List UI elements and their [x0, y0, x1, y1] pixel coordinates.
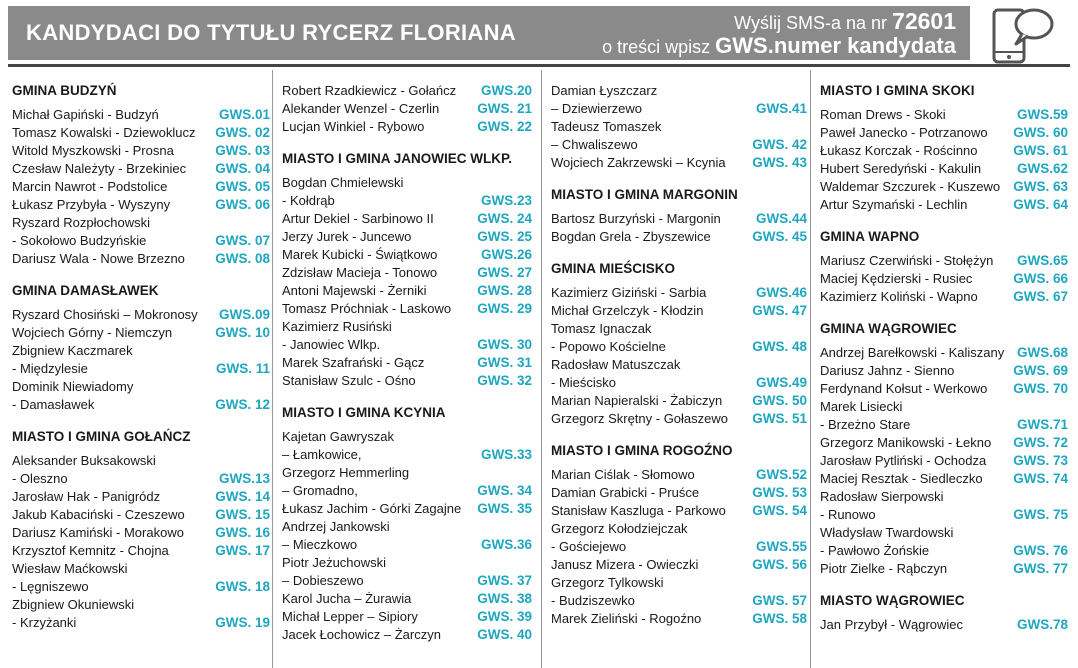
sms-code: GWS.23 — [480, 193, 532, 208]
sms-code: GWS. 69 — [1013, 363, 1068, 378]
sms-code: GWS. 07 — [215, 233, 270, 248]
candidate-name: Jarosław Hak - Panigródz — [12, 489, 161, 504]
candidate-name: Czesław Należyty - Brzekiniec — [12, 161, 187, 176]
candidate-row — [282, 428, 532, 464]
candidate-row — [12, 488, 270, 506]
candidate-name: Ferdynand Kołsut - Werkowo — [820, 381, 988, 396]
sms-code: GWS.41 — [755, 101, 807, 116]
candidate-name: Maciej Resztak - Siedleczko — [820, 471, 983, 486]
sms-code: GWS. 74 — [1013, 471, 1068, 486]
sms-format-prefix: o treści wpisz — [602, 37, 716, 57]
candidate-name: Dariusz Wala - Nowe Brzezno — [12, 251, 185, 266]
sms-code: GWS.01 — [218, 107, 270, 122]
sms-code: GWS. 27 — [477, 265, 532, 280]
candidate-name: Waldemar Szczurek - Kuszewo — [820, 179, 1001, 194]
section-title: MIASTO I GMINA MARGONIN — [551, 187, 738, 202]
candidate-row — [551, 210, 807, 228]
candidate-row — [12, 306, 270, 324]
candidate-name: Aleksander Buksakowski - Oleszno — [12, 453, 156, 486]
candidate-row — [820, 452, 1068, 470]
candidate-name: Jarosław Pytliński - Ochodza — [820, 453, 987, 468]
candidate-row — [282, 464, 532, 500]
candidate-name: Witold Myszkowski - Prosna — [12, 143, 174, 158]
page-title: KANDYDACI DO TYTUŁU RYCERZ FLORIANA — [26, 20, 516, 45]
candidate-name: Stanisław Szulc - Ośno — [282, 373, 416, 388]
sms-code: GWS. 31 — [477, 355, 532, 370]
candidate-row — [282, 82, 532, 100]
candidate-row — [12, 342, 270, 378]
candidate-row — [282, 590, 532, 608]
candidate-name: Bogdan Chmielewski - Kołdrąb — [282, 175, 404, 208]
candidate-row — [820, 288, 1068, 306]
sms-code: GWS. 15 — [215, 507, 270, 522]
candidate-name: Marcin Nawrot - Podstolice — [12, 179, 168, 194]
candidate-name: Krzysztof Kemnitz - Chojna — [12, 543, 169, 558]
sms-code: GWS. 66 — [1013, 271, 1068, 286]
candidate-row — [12, 124, 270, 142]
candidate-row — [282, 554, 532, 590]
candidate-row — [820, 270, 1068, 288]
candidate-row — [12, 452, 270, 488]
candidate-row — [551, 320, 807, 356]
candidate-row — [12, 196, 270, 214]
candidate-row — [551, 154, 807, 172]
header-banner — [8, 6, 970, 60]
gmina-section — [551, 260, 807, 428]
sms-code: GWS. 57 — [752, 593, 807, 608]
candidate-name: Ryszard Rozpłochowski - Sokołowo Budzyńskie — [12, 215, 150, 248]
candidate-row — [820, 616, 1068, 634]
candidate-name: Damian Grabicki - Pruśce — [551, 485, 700, 500]
sms-code: GWS.71 — [1016, 417, 1068, 432]
candidate-name: Grzegorz Kołodziejczak - Gościejewo — [551, 521, 688, 554]
candidate-name: Władysław Twardowski - Pawłowo Żońskie — [820, 525, 954, 558]
candidate-name: Michał Gapiński - Budzyń — [12, 107, 159, 122]
sms-code: GWS. 24 — [477, 211, 532, 226]
candidate-row — [820, 398, 1068, 434]
gmina-section — [12, 428, 270, 632]
candidate-row — [12, 560, 270, 596]
gmina-section — [551, 442, 807, 628]
candidate-name: Ryszard Chosiński – Mokronosy — [12, 307, 198, 322]
candidate-row — [282, 500, 532, 518]
sms-code: GWS. 08 — [215, 251, 270, 266]
candidate-row — [282, 264, 532, 282]
candidate-name: Jacek Łochowicz – Żarczyn — [282, 627, 441, 642]
sms-code: GWS. 54 — [752, 503, 807, 518]
gmina-section — [12, 82, 270, 268]
candidate-name: Piotr Zielke - Rąbczyn — [820, 561, 948, 576]
sms-prefix: Wyślij SMS-a na nr — [734, 13, 893, 33]
candidate-name: Tadeusz Tomaszek – Chwaliszewo — [551, 119, 662, 152]
sms-code: GWS. 42 — [752, 137, 807, 152]
candidate-row — [12, 214, 270, 250]
gmina-section — [820, 82, 1068, 214]
section-title: MIASTO I GMINA JANOWIEC WLKP. — [282, 151, 513, 166]
sms-code: GWS. 47 — [752, 303, 807, 318]
candidate-row — [551, 610, 807, 628]
candidate-row — [551, 118, 807, 154]
candidate-name: Karol Jucha – Żurawia — [282, 591, 412, 606]
sms-code: GWS. 06 — [215, 197, 270, 212]
candidate-row — [551, 284, 807, 302]
candidate-name: Wojciech Zakrzewski – Kcynia — [551, 155, 726, 170]
sms-code: GWS. 34 — [477, 483, 532, 498]
candidate-name: Wojciech Górny - Niemczyn — [12, 325, 173, 340]
candidate-name: Tomasz Kowalski - Dziewoklucz — [12, 125, 196, 140]
candidate-row — [820, 434, 1068, 452]
candidate-row — [820, 178, 1068, 196]
sms-instructions — [602, 10, 956, 59]
candidate-row — [282, 300, 532, 318]
sms-code: GWS. 04 — [215, 161, 270, 176]
candidate-name: Jerzy Jurek - Juncewo — [282, 229, 412, 244]
sms-code: GWS. 29 — [477, 301, 532, 316]
candidate-row — [820, 362, 1068, 380]
candidate-row — [12, 542, 270, 560]
candidate-row — [551, 466, 807, 484]
candidate-name: Łukasz Jachim - Górki Zagajne — [282, 501, 462, 516]
sms-code: GWS. 64 — [1013, 197, 1068, 212]
candidate-name: Janusz Mizera - Owieczki — [551, 557, 699, 572]
section-title: GMINA DAMASŁAWEK — [12, 283, 159, 298]
sms-code: GWS.49 — [755, 375, 807, 390]
candidate-name: Łukasz Korczak - Rościnno — [820, 143, 978, 158]
sms-code: GWS. 21 — [477, 101, 532, 116]
candidate-name: Marian Napieralski - Żabiczyn — [551, 393, 723, 408]
candidate-row — [551, 302, 807, 320]
candidate-name: Marian Ciślak - Słomowo — [551, 467, 695, 482]
candidate-row — [820, 196, 1068, 214]
candidate-row — [551, 410, 807, 428]
candidate-name: Kazimierz Rusiński - Janowiec Wlkp. — [282, 319, 392, 352]
candidate-row — [820, 124, 1068, 142]
candidate-name: Alekander Wenzel - Czerlin — [282, 101, 440, 116]
column-1 — [12, 68, 270, 632]
sms-code: GWS. 10 — [215, 325, 270, 340]
column-3 — [551, 82, 807, 628]
gmina-section — [820, 592, 1068, 634]
candidate-row — [12, 106, 270, 124]
candidate-row — [12, 324, 270, 342]
column-4 — [820, 68, 1068, 634]
candidate-name: Piotr Jeżuchowski – Dobieszewo — [282, 555, 387, 588]
gmina-section — [820, 228, 1068, 306]
candidate-name: Maciej Kędzierski - Rusiec — [820, 271, 973, 286]
sms-code: GWS.65 — [1016, 253, 1068, 268]
sms-code: GWS. 75 — [1013, 507, 1068, 522]
candidate-row — [820, 488, 1068, 524]
candidate-row — [282, 100, 532, 118]
candidate-row — [12, 524, 270, 542]
candidate-row — [820, 380, 1068, 398]
candidate-row — [282, 354, 532, 372]
candidate-name: Antoni Majewski - Żerniki — [282, 283, 427, 298]
sms-code: GWS. 53 — [752, 485, 807, 500]
sms-code: GWS. 77 — [1013, 561, 1068, 576]
candidate-row — [282, 210, 532, 228]
sms-code: GWS. 72 — [1013, 435, 1068, 450]
sms-code: GWS. 43 — [752, 155, 807, 170]
section-title: GMINA MIEŚCISKO — [551, 261, 676, 276]
sms-code: GWS. 60 — [1013, 125, 1068, 140]
candidate-row — [282, 282, 532, 300]
candidate-name: Andrzej Jankowski – Mieczkowo — [282, 519, 390, 552]
sms-code: GWS. 58 — [752, 611, 807, 626]
column-divider — [272, 70, 273, 668]
sms-code: GWS. 25 — [477, 229, 532, 244]
candidate-name: Jakub Kabaciński - Czeszewo — [12, 507, 185, 522]
candidate-name: Marek Kubicki - Świątkowo — [282, 247, 438, 262]
sms-code: GWS.78 — [1016, 617, 1068, 632]
candidate-name: Łukasz Przybyła - Wyszyny — [12, 197, 171, 212]
candidate-name: Hubert Seredyński - Kakulin — [820, 161, 982, 176]
candidate-name: Wiesław Maćkowski - Lęgniszewo — [12, 561, 128, 594]
gmina-section — [282, 150, 532, 390]
gmina-section — [282, 82, 532, 136]
candidate-name: Artur Szymański - Lechlin — [820, 197, 968, 212]
candidate-name: Paweł Janecko - Potrzanowo — [820, 125, 988, 140]
candidate-name: Marek Zieliński - Rogoźno — [551, 611, 702, 626]
candidate-name: Grzegorz Skrętny - Gołaszewo — [551, 411, 729, 426]
candidate-row — [282, 372, 532, 390]
candidate-row — [820, 344, 1068, 362]
candidate-row — [551, 356, 807, 392]
sms-code: GWS.68 — [1016, 345, 1068, 360]
sms-code: GWS.09 — [218, 307, 270, 322]
sms-code: GWS. 02 — [215, 125, 270, 140]
sms-code: GWS. 56 — [752, 557, 807, 572]
sms-code: GWS. 05 — [215, 179, 270, 194]
column-2 — [282, 82, 532, 644]
candidate-row — [820, 252, 1068, 270]
candidate-name: Zbigniew Kaczmarek - Międzylesie — [12, 343, 133, 376]
candidate-row — [12, 378, 270, 414]
sms-code: GWS.33 — [480, 447, 532, 462]
phone-speech-icon — [986, 4, 1062, 66]
candidate-row — [551, 228, 807, 246]
sms-code: GWS. 14 — [215, 489, 270, 504]
sms-code: GWS. 12 — [215, 397, 270, 412]
sms-number: 72601 — [892, 8, 956, 34]
sms-code: GWS.55 — [755, 539, 807, 554]
candidate-row — [551, 574, 807, 610]
candidate-row — [12, 178, 270, 196]
candidate-name: Dariusz Jahnz - Sienno — [820, 363, 955, 378]
candidate-row — [282, 118, 532, 136]
gmina-section — [551, 82, 807, 172]
sms-code: GWS. 50 — [752, 393, 807, 408]
candidate-row — [12, 160, 270, 178]
candidate-name: Lucjan Winkiel - Rybowo — [282, 119, 425, 134]
gmina-section — [820, 320, 1068, 578]
candidate-row — [282, 626, 532, 644]
candidate-row — [282, 318, 532, 354]
candidate-row — [12, 596, 270, 632]
candidate-name: Tomasz Próchniak - Laskowo — [282, 301, 452, 316]
sms-code: GWS. 17 — [215, 543, 270, 558]
sms-code: GWS. 67 — [1013, 289, 1068, 304]
candidate-row — [282, 228, 532, 246]
sms-code: GWS.36 — [480, 537, 532, 552]
candidate-row — [282, 518, 532, 554]
candidate-name: Dariusz Kamiński - Morakowo — [12, 525, 184, 540]
candidate-name: Radosław Matuszczak - Mieścisko — [551, 357, 681, 390]
sms-code: GWS.13 — [218, 471, 270, 486]
sms-code: GWS. 19 — [215, 615, 270, 630]
sms-code: GWS. 22 — [477, 119, 532, 134]
candidate-name: Marek Lisiecki - Brzeżno Stare — [820, 399, 911, 432]
sms-code: GWS. 37 — [477, 573, 532, 588]
sms-code: GWS. 51 — [752, 411, 807, 426]
section-title: MIASTO I GMINA KCYNIA — [282, 405, 446, 420]
candidate-name: Bogdan Grela - Zbyszewice — [551, 229, 711, 244]
candidate-row — [12, 250, 270, 268]
section-title: MIASTO I GMINA ROGOŹNO — [551, 443, 733, 458]
sms-code: GWS. 76 — [1013, 543, 1068, 558]
sms-code: GWS. 70 — [1013, 381, 1068, 396]
sms-format: GWS.numer kandydata — [715, 33, 956, 58]
header-rule — [8, 64, 1070, 67]
sms-code: GWS.52 — [755, 467, 807, 482]
candidate-name: Robert Rzadkiewicz - Gołańcz — [282, 83, 457, 98]
sms-code: GWS.62 — [1016, 161, 1068, 176]
section-title: MIASTO I GMINA GOŁAŃCZ — [12, 429, 191, 444]
sms-code: GWS. 73 — [1013, 453, 1068, 468]
candidate-row — [820, 560, 1068, 578]
sms-code: GWS. 48 — [752, 339, 807, 354]
candidate-name: Michał Lepper – Sipiory — [282, 609, 418, 624]
sms-code: GWS. 40 — [477, 627, 532, 642]
candidate-name: Grzegorz Hemmerling – Gromadno, — [282, 465, 410, 498]
sms-code: GWS. 39 — [477, 609, 532, 624]
sms-code: GWS. 18 — [215, 579, 270, 594]
section-title: GMINA BUDZYŃ — [12, 83, 117, 98]
section-title: MIASTO WĄGROWIEC — [820, 593, 965, 608]
candidate-name: Kajetan Gawryszak – Łamkowice, — [282, 429, 394, 462]
candidate-name: Grzegorz Manikowski - Łekno — [820, 435, 992, 450]
candidate-name: Bartosz Burzyński - Margonin — [551, 211, 721, 226]
section-title: MIASTO I GMINA SKOKI — [820, 83, 975, 98]
candidate-name: Kazimierz Koliński - Wapno — [820, 289, 978, 304]
candidate-row — [820, 106, 1068, 124]
candidate-name: Mariusz Czerwiński - Stołężyn — [820, 253, 994, 268]
candidate-row — [551, 502, 807, 520]
sms-code: GWS. 11 — [215, 361, 270, 376]
candidate-row — [820, 524, 1068, 560]
candidate-row — [820, 142, 1068, 160]
candidate-name: Jan Przybył - Wągrowiec — [820, 617, 964, 632]
column-divider — [810, 70, 811, 668]
candidate-row — [551, 392, 807, 410]
sms-code: GWS.44 — [755, 211, 807, 226]
sms-code: GWS. 30 — [477, 337, 532, 352]
candidate-name: Roman Drews - Skoki — [820, 107, 946, 122]
sms-code: GWS. 61 — [1013, 143, 1068, 158]
gmina-section — [12, 282, 270, 414]
candidate-row — [282, 608, 532, 626]
candidate-name: Kazimierz Giziński - Sarbia — [551, 285, 707, 300]
candidate-name: Dominik Niewiadomy - Damasławek — [12, 379, 134, 412]
candidate-row — [12, 142, 270, 160]
candidate-row — [551, 520, 807, 556]
sms-code: GWS. 63 — [1013, 179, 1068, 194]
candidate-name: Damian Łyszczarz – Dziewierzewo — [551, 83, 658, 116]
gmina-section — [282, 404, 532, 644]
candidate-name: Grzegorz Tylkowski - Budziszewko — [551, 575, 664, 608]
sms-code: GWS. 35 — [477, 501, 532, 516]
sms-code: GWS.20 — [480, 83, 532, 98]
candidate-name: Zdzisław Macieja - Tonowo — [282, 265, 438, 280]
candidate-name: Marek Szafrański - Gącz — [282, 355, 425, 370]
candidate-row — [551, 484, 807, 502]
candidate-name: Tomasz Ignaczak - Popowo Kościelne — [551, 321, 666, 354]
section-title: GMINA WĄGROWIEC — [820, 321, 957, 336]
sms-code: GWS. 28 — [477, 283, 532, 298]
candidate-row — [551, 82, 807, 118]
sms-code: GWS. 32 — [477, 373, 532, 388]
sms-code: GWS.26 — [480, 247, 532, 262]
section-title: GMINA WAPNO — [820, 229, 920, 244]
gmina-section — [551, 186, 807, 246]
candidate-row — [551, 556, 807, 574]
candidate-row — [12, 506, 270, 524]
candidate-name: Stanisław Kaszluga - Parkowo — [551, 503, 726, 518]
candidate-name: Artur Dekiel - Sarbinowo II — [282, 211, 434, 226]
column-divider — [541, 70, 542, 668]
candidate-row — [282, 246, 532, 264]
sms-code: GWS. 16 — [215, 525, 270, 540]
sms-code: GWS.59 — [1016, 107, 1068, 122]
sms-code: GWS. 38 — [477, 591, 532, 606]
candidate-name: Radosław Sierpowski - Runowo — [820, 489, 944, 522]
candidate-row — [820, 470, 1068, 488]
sms-code: GWS. 45 — [752, 229, 807, 244]
sms-code: GWS.46 — [755, 285, 807, 300]
candidate-row — [820, 160, 1068, 178]
sms-code: GWS. 03 — [215, 143, 270, 158]
candidate-name: Andrzej Barełkowski - Kaliszany — [820, 345, 1005, 360]
candidate-row — [282, 174, 532, 210]
candidate-name: Zbigniew Okuniewski - Krzyżanki — [12, 597, 135, 630]
candidate-name: Michał Grzelczyk - Kłodzin — [551, 303, 704, 318]
